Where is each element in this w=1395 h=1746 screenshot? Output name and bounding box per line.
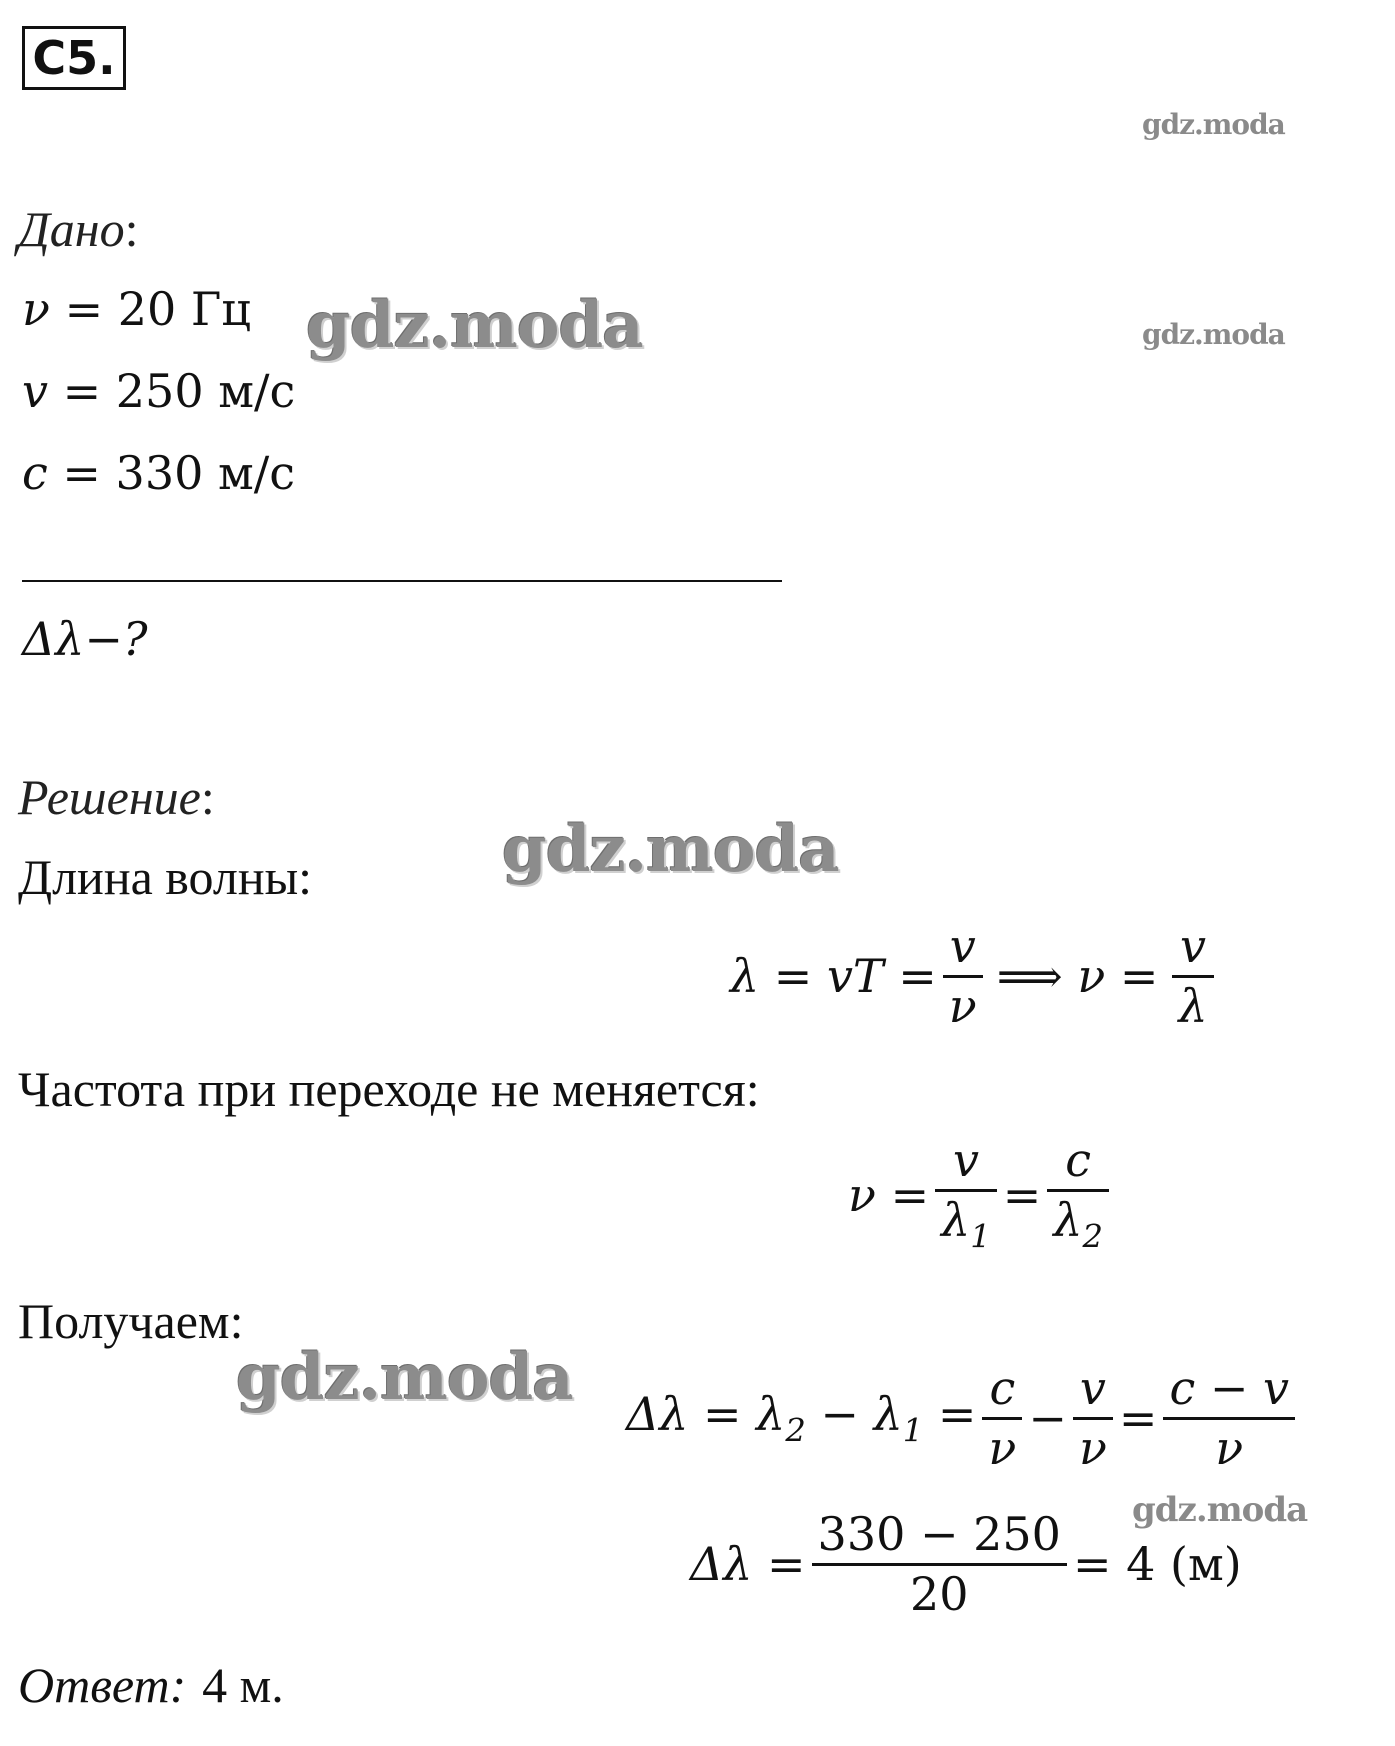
eq3-m: − bbox=[1028, 1391, 1067, 1446]
eq2-num1: v bbox=[952, 1133, 979, 1187]
equation-frequency bbox=[848, 1134, 1115, 1255]
frequency-label: Частота при переходе не меняется: bbox=[18, 1061, 760, 1117]
solution-heading-text: Решение bbox=[18, 769, 201, 825]
eq1-fraction-2 bbox=[1172, 920, 1213, 1033]
eq3-f2d: ν bbox=[1078, 1420, 1107, 1475]
watermark: gdz.moda bbox=[502, 812, 839, 887]
eq4-lhs: Δλ = bbox=[690, 1537, 806, 1592]
eq2-lhs: ν = bbox=[848, 1167, 930, 1222]
answer-value: 4 м. bbox=[202, 1657, 284, 1713]
watermark: gdz.moda bbox=[1142, 318, 1285, 351]
given-value: = 20 Гц bbox=[64, 282, 251, 336]
eq4-num: 330 − 250 bbox=[817, 1507, 1061, 1561]
eq1-arrow: ⟹ ν = bbox=[996, 949, 1159, 1004]
eq3-fraction-2 bbox=[1073, 1362, 1113, 1475]
equation-delta-lambda bbox=[626, 1362, 1301, 1475]
result-label: Получаем: bbox=[18, 1293, 244, 1349]
eq1-lhs: λ = vT = bbox=[730, 949, 937, 1004]
eq1-num2: v bbox=[1180, 919, 1207, 973]
eq4-fraction bbox=[812, 1508, 1067, 1621]
fraction-bar bbox=[943, 975, 983, 978]
eq3-f1d: ν bbox=[988, 1420, 1017, 1475]
eq2-den1-symbol: λ bbox=[941, 1192, 971, 1247]
eq3-f3n: c − v bbox=[1169, 1361, 1289, 1415]
answer bbox=[18, 1656, 284, 1714]
eq2-fraction-1 bbox=[935, 1134, 997, 1255]
equation-wavelength bbox=[730, 920, 1220, 1033]
given-item-speed bbox=[22, 364, 295, 418]
eq3-f3d: ν bbox=[1215, 1420, 1244, 1475]
solution-heading-colon: : bbox=[200, 769, 215, 825]
eq3-eq2: = bbox=[1118, 1391, 1158, 1446]
fraction-bar bbox=[1163, 1417, 1295, 1420]
eq2-den2 bbox=[1047, 1194, 1109, 1255]
eq2-den1-sub: 1 bbox=[970, 1217, 991, 1256]
eq2-fraction-2 bbox=[1047, 1134, 1109, 1255]
watermark: gdz.moda bbox=[1142, 108, 1285, 141]
given-item-frequency bbox=[22, 282, 251, 336]
eq3-lhs bbox=[626, 1387, 976, 1449]
eq3-f2n: v bbox=[1079, 1361, 1106, 1415]
eq2-mid: = bbox=[1002, 1167, 1042, 1222]
eq3-lhs-text: Δλ = λ bbox=[626, 1387, 786, 1442]
eq4-den: 20 bbox=[909, 1566, 969, 1621]
eq3-minus: − λ bbox=[805, 1387, 903, 1442]
watermark: gdz.moda bbox=[1132, 1490, 1308, 1530]
fraction-bar bbox=[812, 1563, 1067, 1566]
given-symbol: ν bbox=[22, 282, 50, 336]
given-heading bbox=[18, 200, 139, 258]
given-symbol: v bbox=[22, 364, 48, 418]
given-value: = 250 м/с bbox=[62, 364, 296, 418]
fraction-bar bbox=[1073, 1417, 1113, 1420]
eq2-num2: c bbox=[1065, 1133, 1092, 1187]
answer-label: Ответ: bbox=[18, 1657, 187, 1713]
eq2-den2-sub: 2 bbox=[1082, 1217, 1103, 1256]
given-divider bbox=[22, 580, 782, 582]
given-item-sound-speed bbox=[22, 446, 295, 500]
eq1-den: ν bbox=[948, 978, 977, 1033]
given-heading-colon: : bbox=[124, 201, 139, 257]
eq3-fraction-3 bbox=[1163, 1362, 1295, 1475]
given-heading-text: Дано bbox=[18, 201, 125, 257]
fraction-bar bbox=[982, 1417, 1022, 1420]
eq1-fraction bbox=[943, 920, 983, 1033]
watermark: gdz.moda bbox=[306, 288, 643, 363]
eq2-den2-symbol: λ bbox=[1053, 1192, 1083, 1247]
wavelength-label: Длина волны: bbox=[18, 849, 313, 905]
problem-number: C5. bbox=[22, 26, 126, 90]
fraction-bar bbox=[1172, 975, 1213, 978]
given-value: = 330 м/с bbox=[62, 446, 296, 500]
solution-heading bbox=[18, 768, 215, 826]
eq1-num: v bbox=[949, 919, 976, 973]
eq1-den2: λ bbox=[1178, 978, 1208, 1033]
eq3-fraction-1 bbox=[982, 1362, 1022, 1475]
eq3-sub-b: 1 bbox=[902, 1411, 924, 1450]
unknown: Δλ−? bbox=[22, 612, 148, 666]
eq3-sub-a: 2 bbox=[785, 1411, 806, 1450]
equation-numeric bbox=[690, 1508, 1242, 1621]
eq4-rhs: = 4 (м) bbox=[1072, 1537, 1242, 1592]
given-symbol: c bbox=[22, 446, 48, 500]
watermark: gdz.moda bbox=[236, 1340, 573, 1415]
eq3-eq: = bbox=[923, 1387, 977, 1442]
fraction-bar bbox=[1047, 1189, 1109, 1192]
eq2-den1 bbox=[935, 1194, 997, 1255]
eq3-f1n: c bbox=[989, 1361, 1016, 1415]
fraction-bar bbox=[935, 1189, 997, 1192]
